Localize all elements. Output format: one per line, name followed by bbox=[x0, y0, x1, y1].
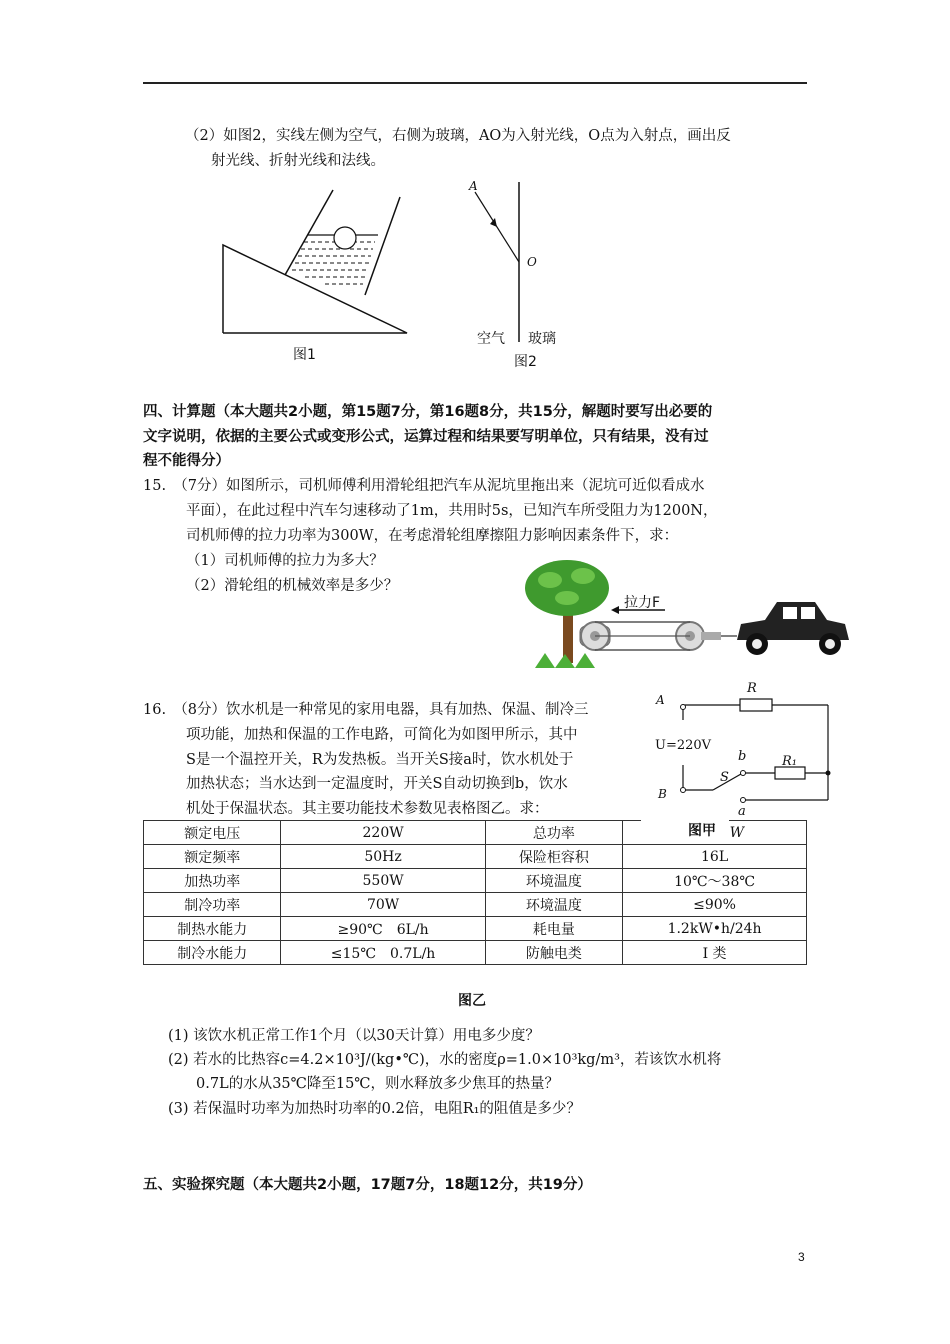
header-rule bbox=[143, 82, 807, 84]
table-row bbox=[144, 869, 807, 893]
table-cell: 1.2kW•h/24h bbox=[623, 917, 807, 941]
section4-line1: 四、计算题（本大题共2小题，第15题7分，第16题8分，共15分，解题时要写出必要的 bbox=[143, 404, 713, 420]
table-cell: 制冷水能力 bbox=[144, 941, 281, 965]
table-cell: ≤15℃ 0.7L/h bbox=[281, 941, 485, 965]
table-cell: 耗电量 bbox=[485, 917, 622, 941]
table-cell: 制热水能力 bbox=[144, 917, 281, 941]
table-cell: Ⅰ 类 bbox=[623, 941, 807, 965]
circuit-label-a-top: A bbox=[656, 693, 665, 707]
table-cell: 50Hz bbox=[281, 845, 485, 869]
q16-line5: 机处于保温状态。其主要功能技术参数见表格图乙。求： bbox=[186, 801, 549, 817]
section4-line2: 文字说明，依据的主要公式或变形公式，运算过程和结果要写明单位，只有结果，没有过 bbox=[143, 429, 709, 445]
table-cell: 环境温度 bbox=[485, 893, 622, 917]
label-air: 空气 bbox=[477, 331, 505, 347]
tree-icon bbox=[525, 560, 609, 668]
ball bbox=[334, 227, 356, 249]
circuit-label-b-bottom: B bbox=[658, 787, 667, 801]
circuit-voltage: U=220V bbox=[655, 738, 712, 753]
section4-line3: 程不能得分） bbox=[143, 453, 230, 469]
page-number: 3 bbox=[798, 1250, 805, 1264]
force-arrow-icon bbox=[611, 606, 619, 614]
table-cell: 额定频率 bbox=[144, 845, 281, 869]
q15-line3: 司机师傅的拉力功率为300W，在考虑滑轮组摩擦阻力影响因素条件下，求： bbox=[186, 528, 679, 544]
table-cell: 加热功率 bbox=[144, 869, 281, 893]
figure-1-caption: 图1 bbox=[293, 347, 316, 363]
q16-line3: S是一个温控开关，R为发热板。当开关S接a时，饮水机处于 bbox=[186, 752, 574, 768]
q16-line1: 16. （8分）饮水机是一种常见的家用电器，具有加热、保温、制冷三 bbox=[143, 702, 589, 718]
parameter-table bbox=[143, 820, 807, 965]
circuit-label-r1: R₁ bbox=[782, 754, 797, 769]
table-cell: 220W bbox=[281, 821, 485, 845]
q15-pulley-figure bbox=[515, 558, 855, 670]
circuit-label-s: S bbox=[720, 770, 729, 785]
q16-sub3: (3) 若保温时功率为加热时功率的0.2倍，电阻R₁的阻值是多少？ bbox=[168, 1101, 581, 1117]
arrow-head-icon bbox=[490, 218, 497, 227]
table-cell: 制冷功率 bbox=[144, 893, 281, 917]
q15-line2: 平面），在此过程中汽车匀速移动了1m，共用时5s，已知汽车所受阻力为1200N， bbox=[186, 503, 718, 519]
table-cell: 保险柜容积 bbox=[485, 845, 622, 869]
table-cell: 16L bbox=[623, 845, 807, 869]
table-row bbox=[144, 893, 807, 917]
q15-sub2: （2）滑轮组的机械效率是多少？ bbox=[186, 578, 399, 594]
table-cell: 550W bbox=[281, 869, 485, 893]
table-cell: 防触电类 bbox=[485, 941, 622, 965]
label-a: A bbox=[469, 179, 478, 193]
table-row bbox=[144, 941, 807, 965]
q15-sub1: （1）司机师傅的拉力为多大？ bbox=[186, 553, 384, 569]
table-cell: 额定电压 bbox=[144, 821, 281, 845]
table-row bbox=[144, 845, 807, 869]
table-row bbox=[144, 917, 807, 941]
figure-1-incline bbox=[215, 185, 415, 365]
figure-2-caption: 图2 bbox=[514, 354, 537, 370]
force-label: 拉力F bbox=[624, 595, 661, 611]
label-o: O bbox=[527, 255, 537, 269]
circuit-label-r: R bbox=[747, 681, 757, 696]
table-cell: 总功率 bbox=[485, 821, 622, 845]
table-cell: ≥90℃ 6L/h bbox=[281, 917, 485, 941]
table-cell: 环境温度 bbox=[485, 869, 622, 893]
label-glass: 玻璃 bbox=[528, 331, 556, 347]
circuit-label-b: b bbox=[738, 749, 747, 764]
q16-sub2-line2: 0.7L的水从35℃降至15℃，则水释放多少焦耳的热量？ bbox=[196, 1076, 560, 1092]
circuit-label-a: a bbox=[738, 804, 746, 819]
table-cell: 70W bbox=[281, 893, 485, 917]
section5-title: 五、实验探究题（本大题共2小题，17题7分，18题12分，共19分） bbox=[143, 1177, 592, 1193]
q2-line2: 射光线、折射光线和法线。 bbox=[211, 153, 385, 169]
q2-line1: （2）如图2，实线左侧为空气，右侧为玻璃，AO为入射光线，O点为入射点，画出反 bbox=[185, 128, 731, 144]
table-cell: W bbox=[623, 821, 807, 845]
q16-sub1: (1) 该饮水机正常工作1个月（以30天计算）用电多少度？ bbox=[168, 1028, 540, 1044]
q16-sub2-line1: (2) 若水的比热容c=4.2×10³J/(kg•℃)，水的密度ρ=1.0×10³kg/m³，若该饮水机将 bbox=[168, 1052, 722, 1068]
q16-line2: 项功能，加热和保温的工作电路，可简化为如图甲所示，其中 bbox=[186, 727, 578, 743]
q16-line4: 加热状态；当水达到一定温度时，开关S自动切换到b，饮水 bbox=[186, 776, 568, 792]
table-cell: ≤90% bbox=[623, 893, 807, 917]
q15-line1: 15. （7分）如图所示，司机师傅利用滑轮组把汽车从泥坑里拖出来（泥坑可近似看成水 bbox=[143, 478, 705, 494]
car-icon bbox=[737, 602, 849, 655]
table-caption: 图乙 bbox=[458, 993, 486, 1009]
circuit-caption: 图甲 bbox=[688, 823, 716, 839]
table-cell: 10℃～38℃ bbox=[623, 869, 807, 893]
